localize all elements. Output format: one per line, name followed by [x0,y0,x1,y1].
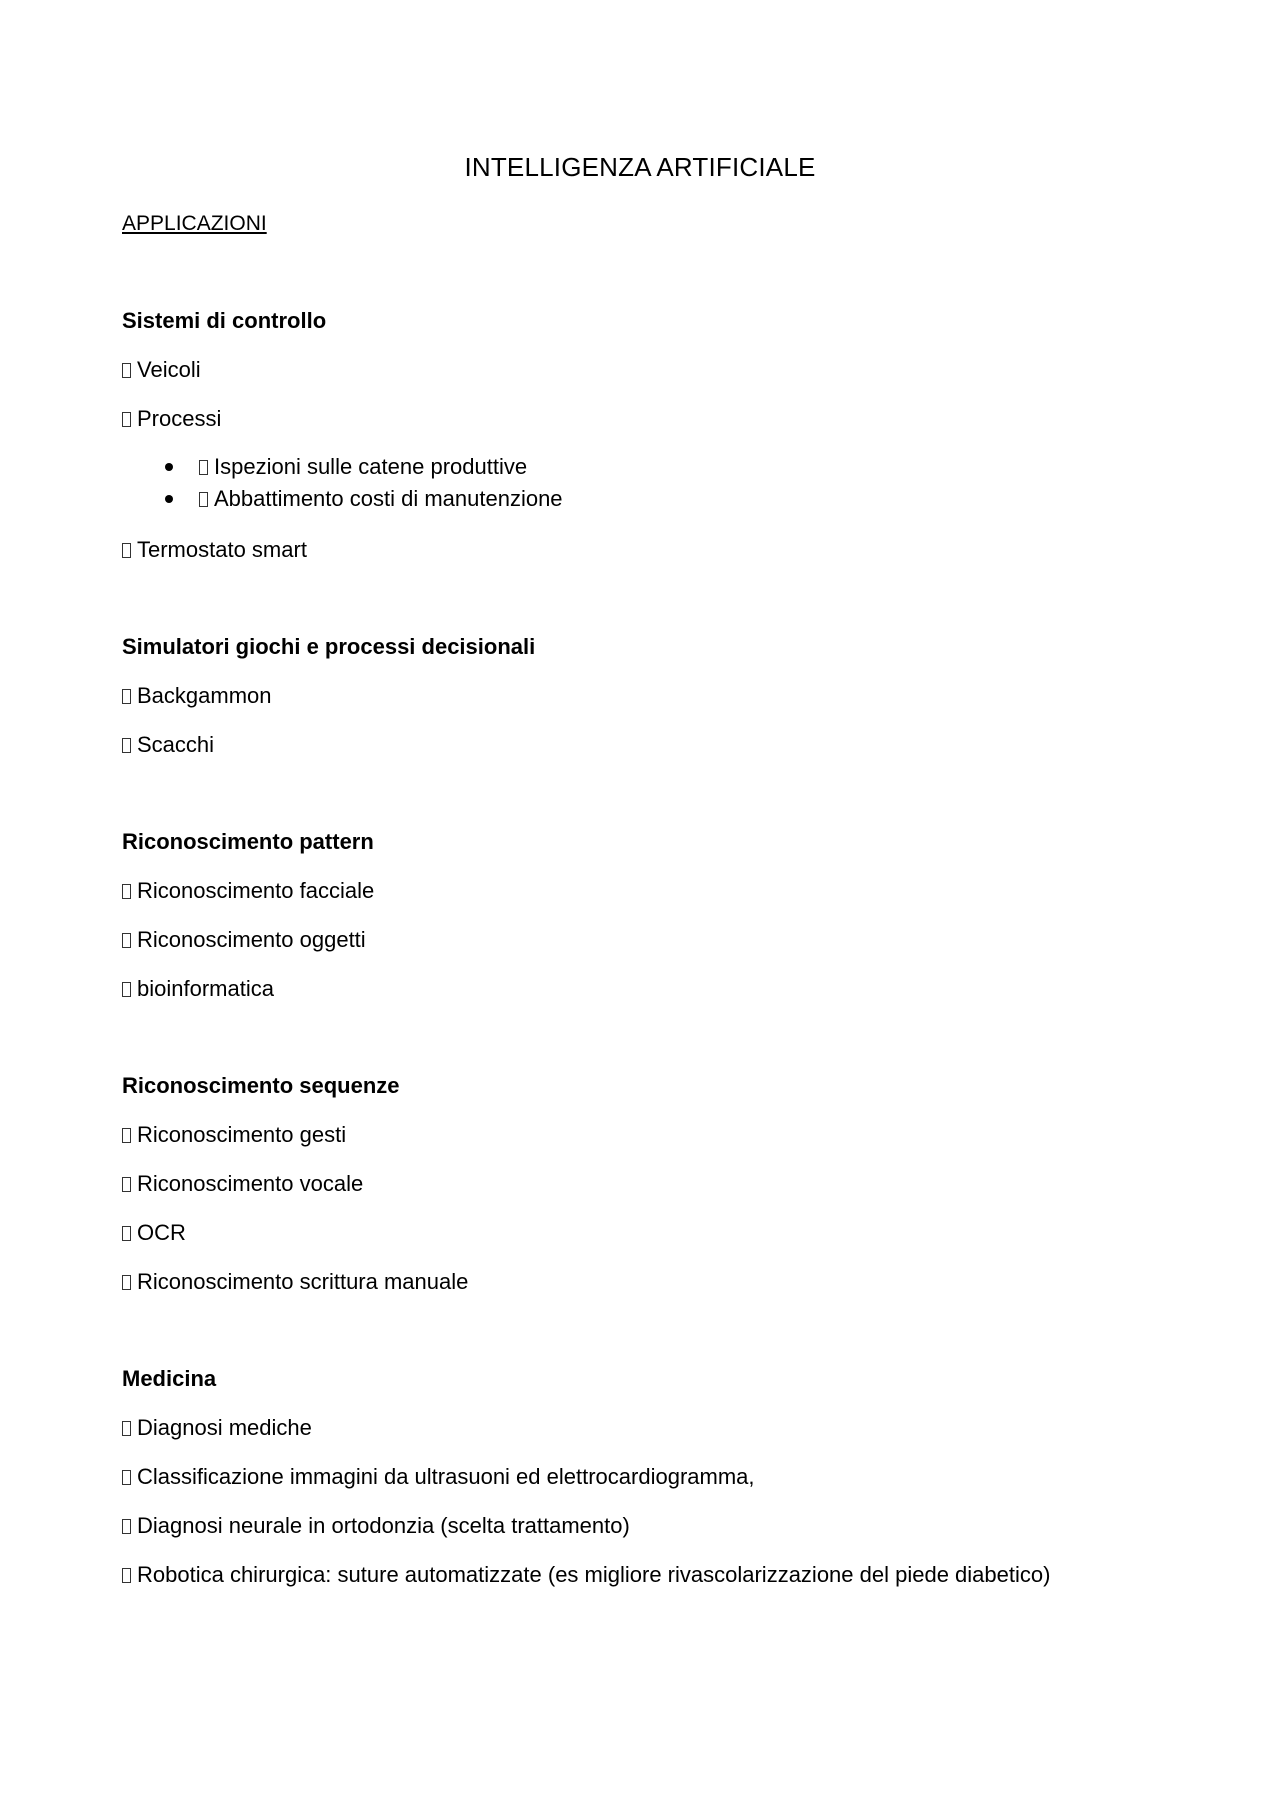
missing-glyph-icon [122,1177,131,1192]
missing-glyph-icon [122,1226,131,1241]
list-item: Veicoli [122,356,1162,384]
missing-glyph-icon [199,460,208,475]
missing-glyph-icon [122,543,131,558]
section-heading: Riconoscimento sequenze [122,1073,400,1098]
missing-glyph-icon [122,933,131,948]
bullet-icon [165,463,173,471]
section-sistemi-di-controllo [122,307,1162,564]
section-riconoscimento-pattern [122,828,1162,1003]
missing-glyph-icon [122,1275,131,1290]
missing-glyph-icon [122,412,131,427]
list-item: Classificazione immagini da ultrasuoni ed elettrocardiogramma, [122,1463,1162,1491]
document-body [122,210,1162,1658]
document-subtitle: APPLICAZIONI [122,212,267,235]
bullet-item: Abbattimento costi di manutenzione [122,483,1162,515]
missing-glyph-icon [122,1568,131,1583]
missing-glyph-icon [122,982,131,997]
list-item: Diagnosi mediche [122,1414,1162,1442]
list-item: Riconoscimento gesti [122,1121,1162,1149]
list-item: bioinformatica [122,975,1162,1003]
list-item: Backgammon [122,682,1162,710]
list-item: Riconoscimento facciale [122,877,1162,905]
missing-glyph-icon [122,1470,131,1485]
section-heading: Simulatori giochi e processi decisionali [122,634,536,659]
section-heading: Sistemi di controllo [122,308,327,333]
missing-glyph-icon [122,689,131,704]
missing-glyph-icon [122,884,131,899]
missing-glyph-icon [122,1519,131,1534]
list-item: Diagnosi neurale in ortodonzia (scelta trattamento) [122,1512,1162,1540]
missing-glyph-icon [122,1421,131,1436]
missing-glyph-icon [122,738,131,753]
missing-glyph-icon [199,492,208,507]
section-heading: Medicina [122,1366,217,1391]
list-item: Riconoscimento oggetti [122,926,1162,954]
list-item: Riconoscimento scrittura manuale [122,1268,1162,1296]
document-title: INTELLIGENZA ARTIFICIALE [464,152,816,182]
section-heading: Riconoscimento pattern [122,829,374,854]
section-riconoscimento-sequenze [122,1072,1162,1296]
list-item: Processi [122,405,1162,433]
missing-glyph-icon [122,363,131,378]
list-item: OCR [122,1219,1162,1247]
missing-glyph-icon [122,1128,131,1143]
bullet-item: Ispezioni sulle catene produttive [122,451,1162,483]
bullet-list [122,451,1162,515]
list-item: Robotica chirurgica: suture automatizzate (es migliore rivascolarizzazione del piede diabetico) [122,1561,1162,1589]
list-item: Scacchi [122,731,1162,759]
section-medicina [122,1365,1162,1589]
section-simulatori [122,633,1162,759]
list-item: Termostato smart [122,536,1162,564]
bullet-icon [165,495,173,503]
list-item: Riconoscimento vocale [122,1170,1162,1198]
